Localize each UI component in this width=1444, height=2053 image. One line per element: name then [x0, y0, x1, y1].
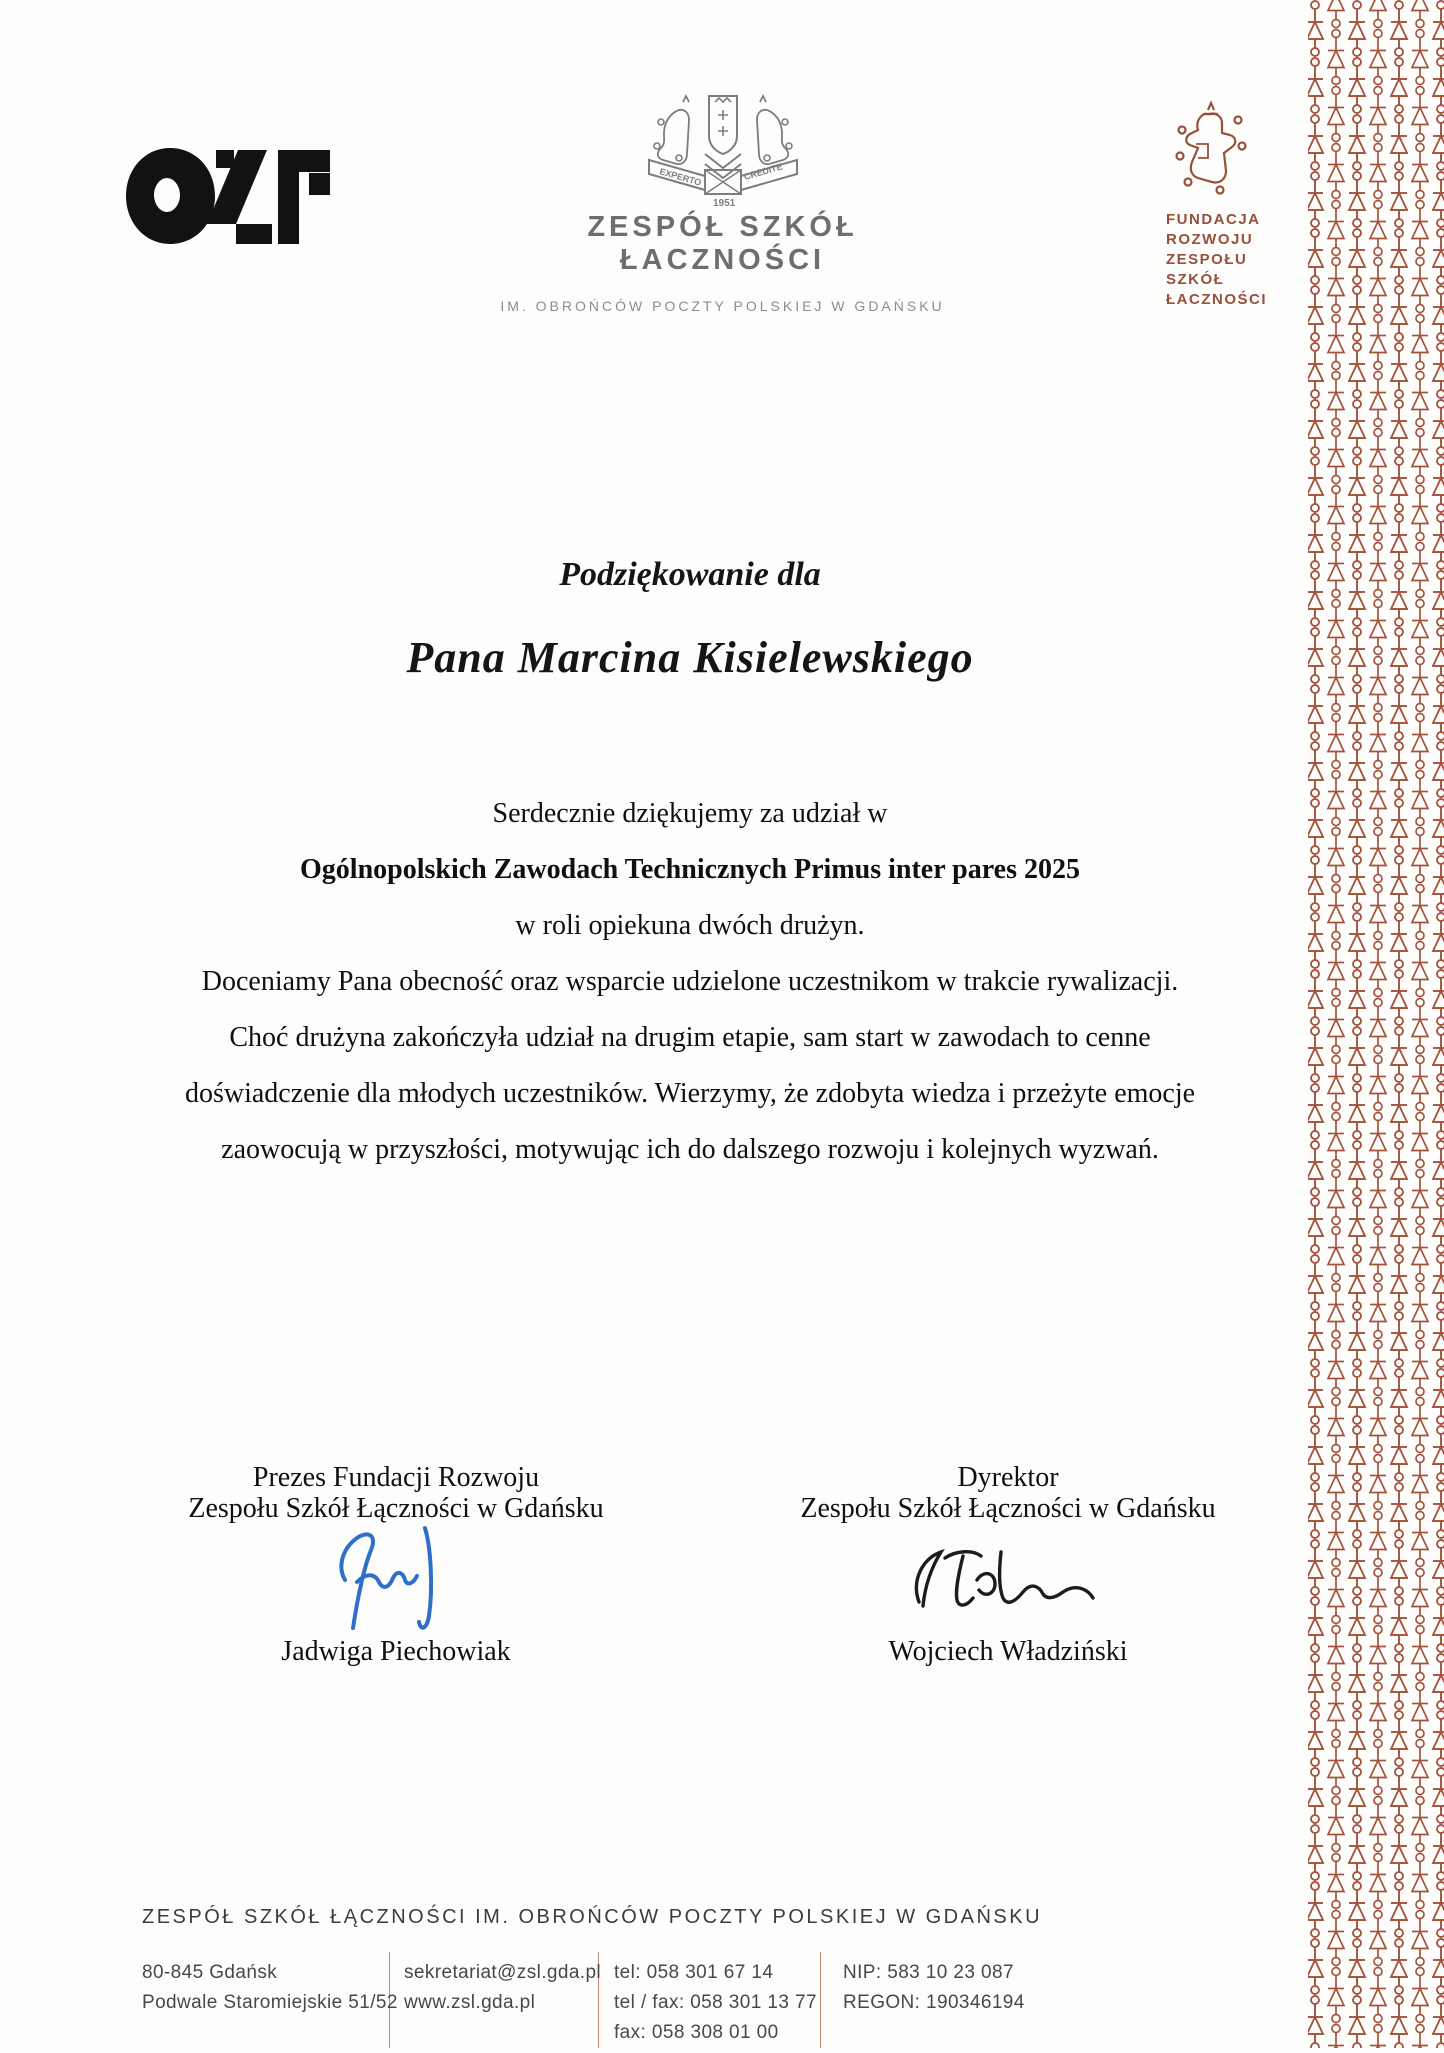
body-line-1: Serdecznie dziękujemy za udział w: [492, 798, 888, 829]
school-subtitle: IM. OBROŃCÓW POCZTY POLSKIEJ W GDAŃSKU: [500, 298, 945, 314]
footer-tel: tel: 058 301 67 14: [614, 1962, 774, 1983]
crest-motto-left: EXPERTO: [657, 166, 702, 188]
footer-divider-3: [820, 1952, 821, 2048]
right-signature-icon: [903, 1524, 1113, 1636]
left-signature-ink: [136, 1524, 656, 1636]
left-signer-name: Jadwiga Piechowiak: [281, 1636, 511, 1667]
school-logo-block: [400, 88, 1045, 314]
right-role-line1: Dyrektor: [957, 1462, 1059, 1493]
foundation-line5: ŁACZNOŚCI: [1166, 291, 1267, 308]
footer-ids: [843, 1958, 1025, 2018]
title-block: [0, 556, 1380, 683]
school-name-line2: ŁACZNOŚCI: [619, 244, 826, 276]
recipient-name: Pana Marcina Kisielewskiego: [406, 633, 974, 682]
left-role-line1: Prezes Fundacji Rozwoju: [252, 1462, 540, 1493]
signature-block-right: [748, 1462, 1268, 1668]
foundation-line4: SZKÓŁ: [1166, 271, 1225, 288]
decorative-diode-pattern: [1304, 0, 1444, 2048]
foundation-line2: ROZWOJU: [1166, 231, 1254, 248]
left-signature-icon: [331, 1524, 461, 1636]
school-name-line1: ZESPÓŁ SZKÓŁ: [587, 211, 858, 243]
footer-heading: ZESPÓŁ SZKÓŁ ŁĄCZNOŚCI IM. OBROŃCÓW POCZTY POLSKIEJ W GDAŃSKU: [142, 1906, 1043, 1928]
right-signature-ink: [748, 1524, 1268, 1636]
body-paragraph-line-1: Doceniamy Pana obecność oraz wsparcie udzielone uczestnikom w trakcie rywalizacji.: [201, 966, 1179, 997]
body-line-3: w roli opiekuna dwóch drużyn.: [515, 910, 865, 941]
footer-tel-fax: tel / fax: 058 301 13 77: [614, 1992, 817, 2013]
foundation-lion-icon: [1174, 100, 1250, 198]
right-role-line2: Zespołu Szkół Łączności w Gdańsku: [800, 1493, 1216, 1524]
footer-website: www.zsl.gda.pl: [404, 1992, 536, 2013]
body-line-2-event-name: Ogólnopolskich Zawodach Technicznych Primus inter pares 2025: [300, 854, 1080, 885]
body-paragraph-line-4: zaowocują w przyszłości, motywując ich do dalszego rozwoju i kolejnych wyzwań.: [221, 1134, 1159, 1165]
event-logo: [126, 146, 334, 248]
crest-year: 1951: [712, 198, 735, 209]
footer-email: sekretariat@zsl.gda.pl: [404, 1962, 602, 1983]
foundation-line3: ZESPOŁU: [1166, 251, 1248, 268]
footer-phones: [614, 1958, 817, 2048]
foundation-line1: FUNDACJA: [1166, 211, 1261, 228]
footer-address-line2: Podwale Staromiejskie 51/52: [142, 1992, 398, 2013]
signature-block-left: [136, 1462, 656, 1668]
diode-pattern-icon: [1304, 0, 1444, 2048]
body-paragraph-line-2: Choć drużyna zakończyła udział na drugim etapie, sam start w zawodach to cenne: [229, 1022, 1151, 1053]
footer-address-line1: 80-845 Gdańsk: [142, 1962, 278, 1983]
footer-fax: fax: 058 308 01 00: [614, 2022, 779, 2043]
footer-contact-web: [404, 1958, 601, 2018]
right-signer-name: Wojciech Władziński: [888, 1636, 1128, 1667]
body-paragraph-line-3: doświadczenie dla młodych uczestników. Wierzymy, że zdobyta wiedza i przeżyte emocje: [184, 1078, 1196, 1109]
crest-motto-right: CREDITE: [742, 161, 784, 182]
body-text: [0, 786, 1380, 1178]
event-logo-icon: [126, 146, 334, 246]
school-crest-icon: [639, 88, 807, 210]
title-greeting: Podziękowanie dla: [559, 556, 821, 593]
footer-address: [142, 1958, 398, 2018]
footer-regon: REGON: 190346194: [843, 1992, 1025, 2013]
left-role-line2: Zespołu Szkół Łączności w Gdańsku: [188, 1493, 604, 1524]
footer-nip: NIP: 583 10 23 087: [843, 1962, 1014, 1983]
foundation-logo-block: [1166, 100, 1296, 310]
